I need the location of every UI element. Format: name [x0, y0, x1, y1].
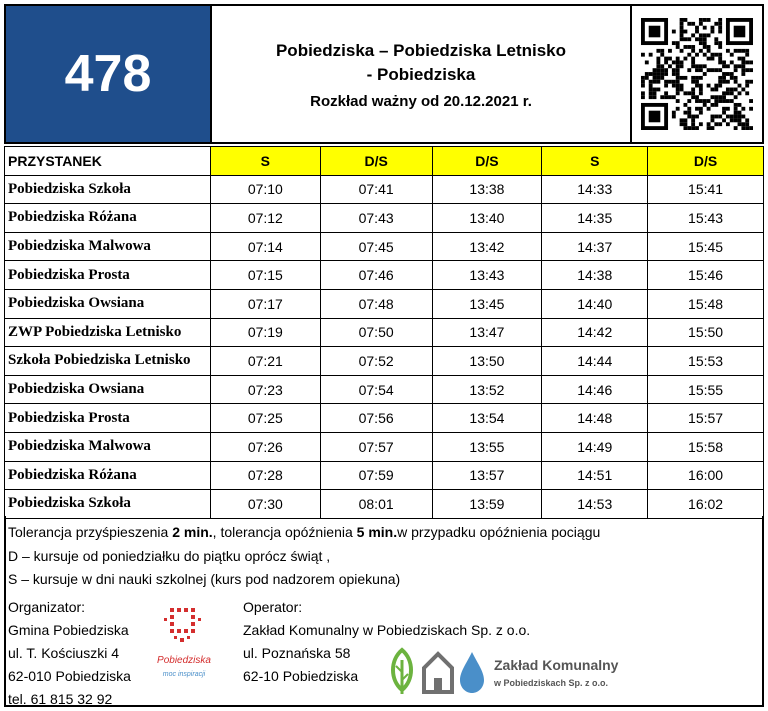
organizer-info [8, 596, 131, 711]
departure-time: 14:48 [542, 404, 648, 433]
departure-time: 15:57 [648, 404, 764, 433]
departure-time: 07:59 [320, 461, 432, 490]
stop-name: Szkoła Pobiedziska Letnisko [5, 347, 211, 376]
tolerance-text: Tolerancja przyśpieszenia [8, 524, 173, 540]
column-header: S [542, 147, 648, 176]
departure-time: 07:23 [210, 375, 320, 404]
pobiedziska-logo [146, 606, 222, 694]
legend-d: D – kursuje od poniedziałku do piątku oprócz świąt , [8, 548, 331, 564]
departure-time: 15:41 [648, 175, 764, 204]
departure-time: 13:42 [432, 232, 542, 261]
tolerance-early: 2 min. [172, 524, 213, 540]
departure-time: 15:58 [648, 432, 764, 461]
table-row [5, 261, 764, 290]
table-row [5, 404, 764, 433]
zk-logo-graphic [388, 646, 628, 698]
departure-time: 07:41 [320, 175, 432, 204]
validity-date: Rozkład ważny od 20.12.2021 r. [310, 92, 532, 110]
leaf-icon [393, 650, 411, 694]
departure-time: 07:12 [210, 204, 320, 233]
water-drop-icon [460, 652, 484, 693]
pobiedziska-logo-tagline: moc inspiracji [162, 671, 206, 678]
departure-time: 14:38 [542, 261, 648, 290]
departure-time: 13:52 [432, 375, 542, 404]
table-row [5, 461, 764, 490]
operator-name: Zakład Komunalny w Pobiedziskach Sp. z o.o. [243, 622, 531, 638]
qr-code-area [630, 6, 762, 142]
column-header: S [210, 147, 320, 176]
departure-time: 07:21 [210, 347, 320, 376]
departure-time: 07:57 [320, 432, 432, 461]
departure-time: 13:59 [432, 490, 542, 519]
stop-name: Pobiedziska Szkoła [5, 490, 211, 519]
organizer-name: Gmina Pobiedziska [8, 622, 129, 638]
stop-name: Pobiedziska Różana [5, 204, 211, 233]
table-row [5, 318, 764, 347]
route-title-line1: Pobiedziska – Pobiedziska Letnisko [275, 40, 567, 60]
departure-time: 14:42 [542, 318, 648, 347]
organizer-phone: tel. 61 815 32 92 [8, 691, 113, 707]
departure-time: 07:26 [210, 432, 320, 461]
departure-time: 14:35 [542, 204, 648, 233]
departure-time: 15:53 [648, 347, 764, 376]
tolerance-text: w przypadku opóźnienia pociągu [397, 524, 601, 540]
departure-time: 14:37 [542, 232, 648, 261]
table-row [5, 204, 764, 233]
table-row [5, 289, 764, 318]
departure-time: 14:33 [542, 175, 648, 204]
departure-time: 07:48 [320, 289, 432, 318]
route-number-box [6, 6, 212, 142]
departure-time: 13:57 [432, 461, 542, 490]
pobiedziska-logo-text: Pobiedziska [157, 655, 211, 666]
timetable-sheet [4, 4, 764, 707]
stop-name: Pobiedziska Różana [5, 461, 211, 490]
table-row [5, 175, 764, 204]
departure-time: 07:52 [320, 347, 432, 376]
qr-code-icon [641, 18, 753, 130]
timetable [4, 146, 764, 519]
column-header: D/S [648, 147, 764, 176]
departure-time: 13:43 [432, 261, 542, 290]
departure-time: 14:40 [542, 289, 648, 318]
departure-time: 07:17 [210, 289, 320, 318]
table-row [5, 347, 764, 376]
departure-time: 15:55 [648, 375, 764, 404]
stop-name: Pobiedziska Malwowa [5, 232, 211, 261]
departure-time: 07:54 [320, 375, 432, 404]
departure-time: 13:45 [432, 289, 542, 318]
tolerance-late: 5 min. [356, 524, 398, 540]
tolerance-text: , tolerancja opóźnienia [212, 524, 357, 540]
stop-name: Pobiedziska Prosta [5, 261, 211, 290]
departure-time: 07:19 [210, 318, 320, 347]
departure-time: 14:49 [542, 432, 648, 461]
departure-time: 15:46 [648, 261, 764, 290]
operator-label: Operator: [243, 599, 303, 615]
house-icon [424, 654, 452, 692]
departure-time: 08:01 [320, 490, 432, 519]
legend-s: S – kursuje w dni nauki szkolnej (kurs pod nadzorem opiekuna) [8, 571, 401, 587]
departure-time: 13:38 [432, 175, 542, 204]
departure-time: 13:55 [432, 432, 542, 461]
organizer-city: 62-010 Pobiedziska [8, 668, 131, 684]
column-header: D/S [432, 147, 542, 176]
departure-time: 13:47 [432, 318, 542, 347]
route-title [212, 6, 630, 142]
pobiedziska-logo-icon [146, 606, 222, 694]
departure-time: 07:43 [320, 204, 432, 233]
operator-street: ul. Poznańska 58 [243, 645, 351, 661]
departure-time: 13:50 [432, 347, 542, 376]
stop-name: Pobiedziska Owsiana [5, 289, 211, 318]
departure-time: 07:50 [320, 318, 432, 347]
table-row [5, 232, 764, 261]
departure-time: 15:43 [648, 204, 764, 233]
departure-time: 15:50 [648, 318, 764, 347]
route-title-line2: - Pobiedziska [366, 64, 476, 84]
departure-time: 14:51 [542, 461, 648, 490]
stop-column-header: PRZYSTANEK [5, 147, 211, 176]
zk-logo-subname: w Pobiedziskach Sp. z o.o. [494, 678, 609, 688]
table-row [5, 490, 764, 519]
departure-time: 13:54 [432, 404, 542, 433]
stop-name: Pobiedziska Owsiana [5, 375, 211, 404]
stop-name: Pobiedziska Szkoła [5, 175, 211, 204]
departure-time: 07:15 [210, 261, 320, 290]
departure-time: 07:46 [320, 261, 432, 290]
header-row [5, 147, 764, 176]
departure-time: 16:00 [648, 461, 764, 490]
tolerance-note [8, 524, 600, 540]
departure-time: 15:48 [648, 289, 764, 318]
departure-time: 14:46 [542, 375, 648, 404]
table-row [5, 375, 764, 404]
stop-name: Pobiedziska Prosta [5, 404, 211, 433]
departure-time: 07:10 [210, 175, 320, 204]
departure-time: 07:30 [210, 490, 320, 519]
departure-time: 07:56 [320, 404, 432, 433]
table-row [5, 432, 764, 461]
zk-logo-name: Zakład Komunalny [494, 657, 619, 673]
departure-time: 14:44 [542, 347, 648, 376]
organizer-label: Organizator: [8, 599, 86, 615]
footer [4, 516, 764, 707]
departure-time: 14:53 [542, 490, 648, 519]
departure-time: 07:14 [210, 232, 320, 261]
organizer-street: ul. T. Kościuszki 4 [8, 645, 120, 661]
stop-name: ZWP Pobiedziska Letnisko [5, 318, 211, 347]
departure-time: 07:45 [320, 232, 432, 261]
column-header: D/S [320, 147, 432, 176]
departure-time: 07:25 [210, 404, 320, 433]
departure-time: 15:45 [648, 232, 764, 261]
route-number: 478 [64, 45, 152, 103]
departure-time: 07:28 [210, 461, 320, 490]
header [4, 4, 764, 144]
departure-time: 16:02 [648, 490, 764, 519]
operator-city: 62-10 Pobiedziska [243, 668, 359, 684]
departure-time: 13:40 [432, 204, 542, 233]
stop-name: Pobiedziska Malwowa [5, 432, 211, 461]
zk-logo [388, 646, 628, 698]
